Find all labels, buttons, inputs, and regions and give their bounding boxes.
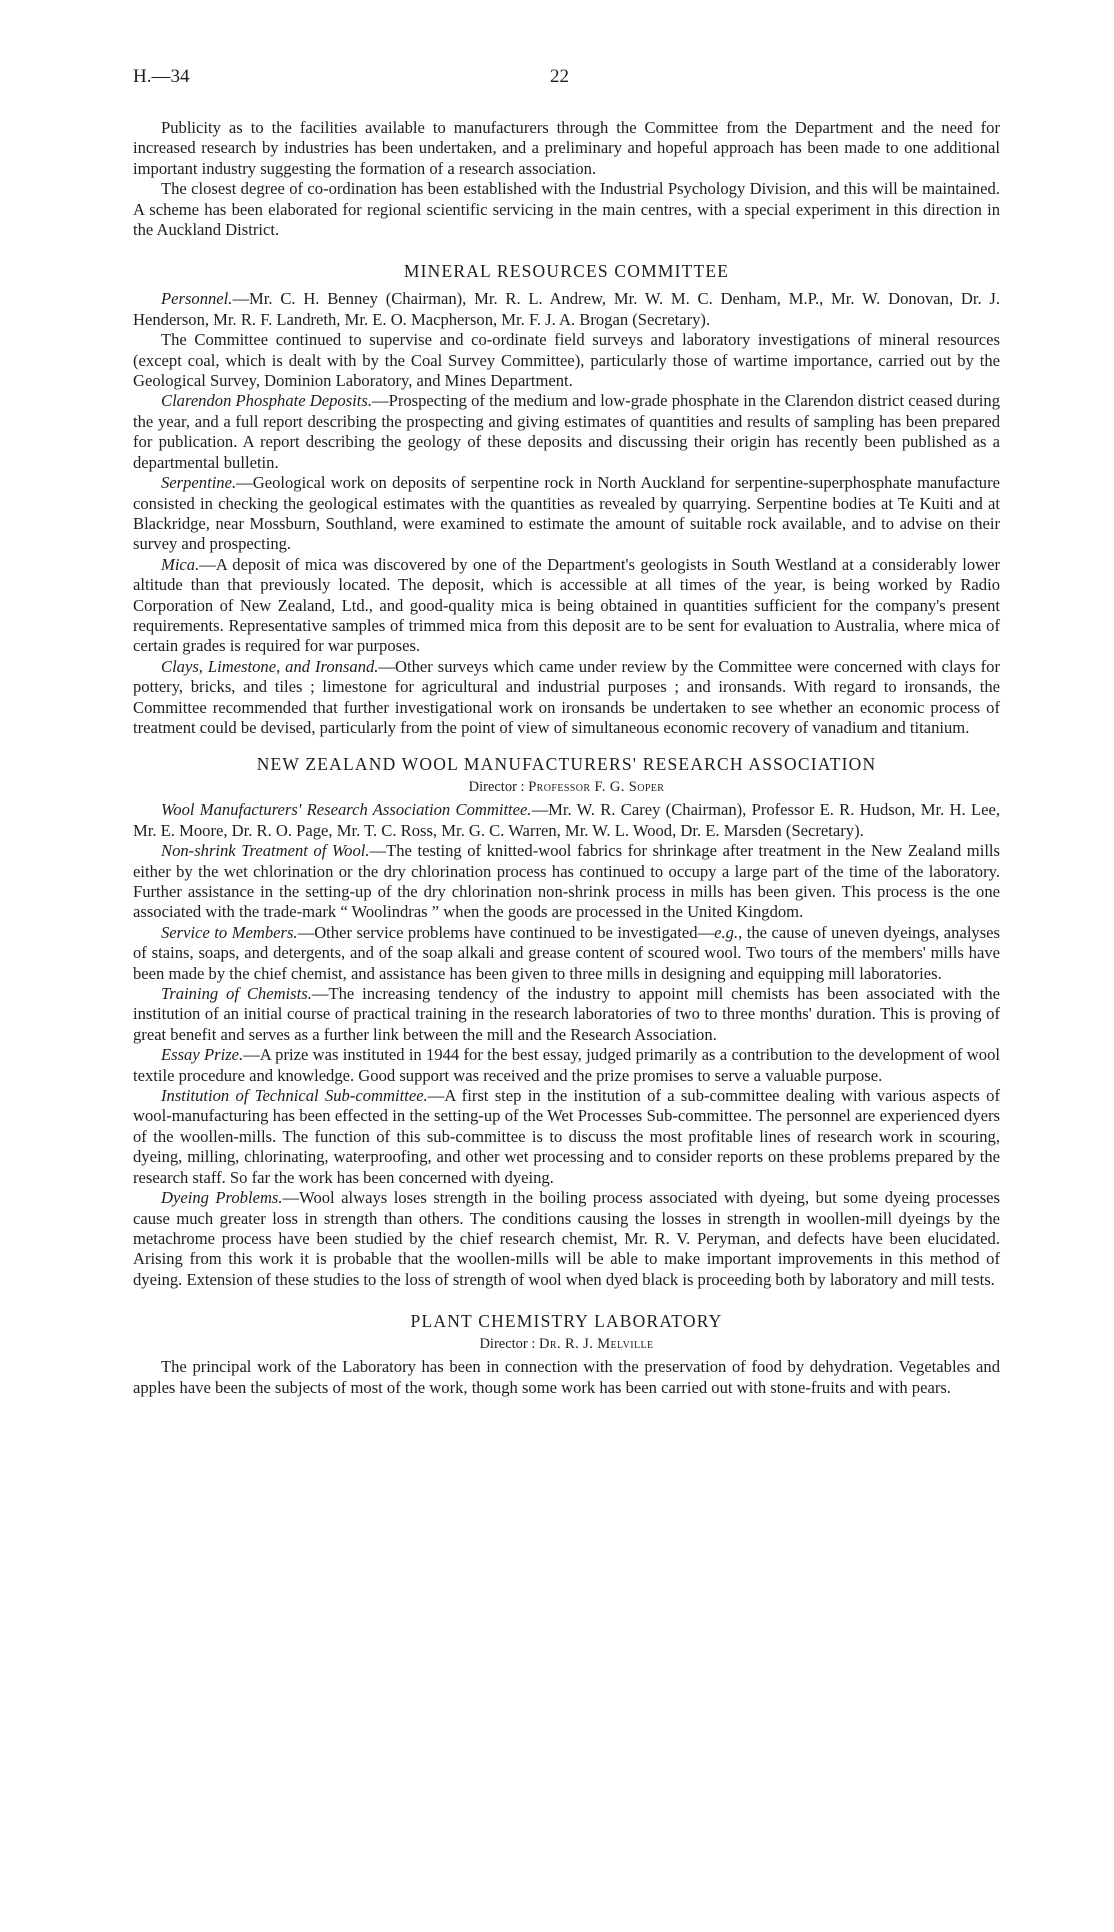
- clarendon-paragraph: [133, 391, 1000, 473]
- page-header: [0, 66, 1114, 96]
- paragraph-text: —Mr. W. R. Carey (Chairman), Professor E. R. Hudson, Mr. H. Lee, Mr. E. Moore, Dr. R. O. Page, Mr. T. C. Ross, Mr. G. C. Warren, Mr. W. L. Wood, Dr. E. Marsden (Secretary).: [133, 800, 1000, 840]
- paragraph-italic: e.g.: [714, 922, 739, 942]
- director-label: Director :: [479, 1336, 540, 1353]
- page-number: 22: [550, 66, 569, 87]
- paragraph-lead: Non-shrink Treatment of Wool.: [161, 841, 370, 861]
- paragraph-text: —Other service problems have continued to be investigated—: [297, 922, 715, 942]
- paragraph-text: —The increasing tendency of the industry to appoint mill chemists has been associated with the institution of an initial course of practical training in the research laboratories of two to three months' duration. This is proving of great benefit and serves as a further link between the mill and the Research Association.: [133, 984, 1000, 1044]
- wool-director-line: [133, 777, 1000, 797]
- essay-paragraph: [133, 1045, 1000, 1086]
- paragraph-lead: Clarendon Phosphate Deposits.: [161, 391, 373, 411]
- page-body: [133, 118, 1000, 1398]
- document-code: H.—34: [133, 66, 190, 87]
- paragraph-lead: Service to Members.: [161, 922, 298, 942]
- paragraph-text: —A deposit of mica was discovered by one of the Department's geologists in South Westland at a considerably lower altitude than that previously located. The deposit, which is accessible at all times of the year, is being worked by Radio Corporation of New Zealand, Ltd., and good-quality mica is being obtained in quantities sufficient for the company's present requirements. Representative samples of trimmed mica from this deposit are to be sent for evaluation to Australia, where mica of certain grades is required for war purposes.: [133, 554, 1000, 656]
- mineral-personnel-paragraph: [133, 289, 1000, 330]
- paragraph-lead: Dyeing Problems.: [161, 1188, 283, 1208]
- paragraph-text: —The testing of knitted-wool fabrics for shrinkage after treatment in the New Zealand mills either by the wet chlorination or the dry chlorination process has continued to occupy a large part of the time of the laboratory. Further assistance in the setting-up of the dry chlorination non-shrink process in mills has been given. This process is the one associated with the trade-mark “ Woolindras ” when the goods are processed in the United Kingdom.: [133, 841, 1000, 922]
- paragraph-text: , the cause of uneven dyeings, analyses of stains, soaps, and detergents, and of the soap alkali and grease content of scoured wool. Two tours of the members' mills have been made by the chief chemist, and assistance has been given to three mills in designing and equipping mill laboratories.: [133, 922, 1001, 983]
- paragraph-lead: Mica.: [161, 554, 200, 574]
- paragraph-text: —A prize was instituted in 1944 for the best essay, judged primarily as a contribution to the development of wool textile procedure and knowledge. Good support was received and the prize promises to serve a valuable purpose.: [133, 1045, 1000, 1085]
- institution-paragraph: [133, 1086, 1000, 1188]
- wool-committee-paragraph: [133, 800, 1000, 841]
- section-heading-mineral-resources: MINERAL RESOURCES COMMITTEE: [403, 261, 730, 282]
- plant-paragraph: The principal work of the Laboratory has been in connection with the preservation of food by dehydration. Vegetables and apples have been the subjects of most of the work, though some work has been carried out with stone-fruits and with pears.: [133, 1357, 1000, 1397]
- section-heading-wool-research: NEW ZEALAND WOOL MANUFACTURERS' RESEARCH ASSOCIATION: [256, 754, 877, 775]
- director-label: Director :: [468, 779, 529, 796]
- clays-paragraph: [133, 657, 1000, 739]
- paragraph-text: —Mr. C. H. Benney (Chairman), Mr. R. L. Andrew, Mr. W. M. C. Denham, M.P., Mr. W. Donovan, Dr. J. Henderson, Mr. R. F. Landreth, Mr. E. O. Macpherson, Mr. F. J. A. Brogan (Secretary).: [133, 289, 1000, 329]
- paragraph-text: —A first step in the institution of a sub-committee dealing with various aspects of wool-manufacturing has been effected in the setting-up of the Wet Processes Sub-committee. The personnel are experienced dyers of the woollen-mills. The function of this sub-committee is to discuss the most profitable lines of research work in scouring, dyeing, milling, chlorinating, waterproofing, and other wet processing and to consider reports on these problems prepared by the research staff. So far the work has been concerned with dyeing.: [133, 1086, 1000, 1187]
- paragraph-lead: Essay Prize.: [161, 1045, 244, 1065]
- paragraph-text: —Wool always loses strength in the boiling process associated with dyeing, but some dyeing processes cause much greater loss in strength than others. The conditions causing the losses in strength in woollen-mill dyeings by the metachrome process have been studied by the chief research chemist, Mr. R. V. Peryman, and defects have been elucidated. Arising from this work it is probable that the woollen-mills will be able to make important improvements in this method of dyeing. Extension of these studies to the loss of strength of wool when dyed black is proceeding both by laboratory and mill tests.: [133, 1188, 1000, 1289]
- paragraph-text: —Geological work on deposits of serpentine rock in North Auckland for serpentine-superphosphate manufacture consisted in checking the geological estimates with the quantities as revealed by quarrying. Serpentine bodies at Te Kuiti and at Blackridge, near Mossburn, Southland, were examined to estimate the amount of suitable rock available, and to advise on their survey and prospecting.: [133, 473, 1000, 554]
- service-paragraph: [133, 923, 1000, 984]
- nonshrink-paragraph: [133, 841, 1000, 923]
- paragraph-lead: Serpentine.: [161, 473, 237, 493]
- paragraph-text: —Other surveys which came under review by the Committee were concerned with clays for pottery, bricks, and tiles ; limestone for agricultural and industrial purposes ; and ironsands. With regard to ironsands, the Committee recommended that further investigational work on ironsands be undertaken to see whether an economic process of treatment could be devised, particularly from the point of view of simultaneous economic recovery of vanadium and titanium.: [133, 656, 1000, 737]
- serpentine-paragraph: [133, 473, 1000, 555]
- paragraph-lead: Institution of Technical Sub-committee.: [161, 1086, 428, 1106]
- paragraph-lead: Clays, Limestone, and Ironsand.: [161, 656, 379, 676]
- training-paragraph: [133, 984, 1000, 1045]
- plant-director-line: [133, 1334, 1000, 1354]
- director-name: Professor F. G. Soper: [528, 779, 665, 796]
- paragraph-lead: Training of Chemists.: [161, 984, 312, 1004]
- intro-paragraph: The closest degree of co-ordination has been established with the Industrial Psychology Division, and this will be maintained. A scheme has been elaborated for regional scientific servicing in the main centres, with a special experiment in this direction in the Auckland District.: [133, 179, 1000, 240]
- paragraph-lead: Wool Manufacturers' Research Association Committee.: [161, 800, 532, 820]
- paragraph-lead: Personnel.: [161, 289, 233, 309]
- director-name: Dr. R. J. Melville: [539, 1336, 654, 1353]
- intro-paragraph: Publicity as to the facilities available to manufacturers through the Committee from the Department and the need for increased research by industries has been undertaken, and a preliminary and hopeful approach has been made to one additional important industry suggesting the formation of a research association.: [133, 118, 1000, 178]
- section-heading-plant-chemistry: PLANT CHEMISTRY LABORATORY: [410, 1311, 723, 1332]
- paragraph-text: —Prospecting of the medium and low-grade phosphate in the Clarendon district ceased during the year, and a full report describing the prospecting and giving estimates of quantities and results of sampling has been prepared for publication. A report describing the geology of these deposits and discussing their origin has recently been published as a departmental bulletin.: [133, 391, 1001, 472]
- mica-paragraph: [133, 555, 1000, 657]
- mineral-overview-paragraph: The Committee continued to supervise and co-ordinate field surveys and laboratory investigations of mineral resources (except coal, which is dealt with by the Coal Survey Committee), particularly those of wartime importance, carried out by the Geological Survey, Dominion Laboratory, and Mines Department.: [133, 330, 1000, 391]
- dyeing-paragraph: [133, 1188, 1000, 1290]
